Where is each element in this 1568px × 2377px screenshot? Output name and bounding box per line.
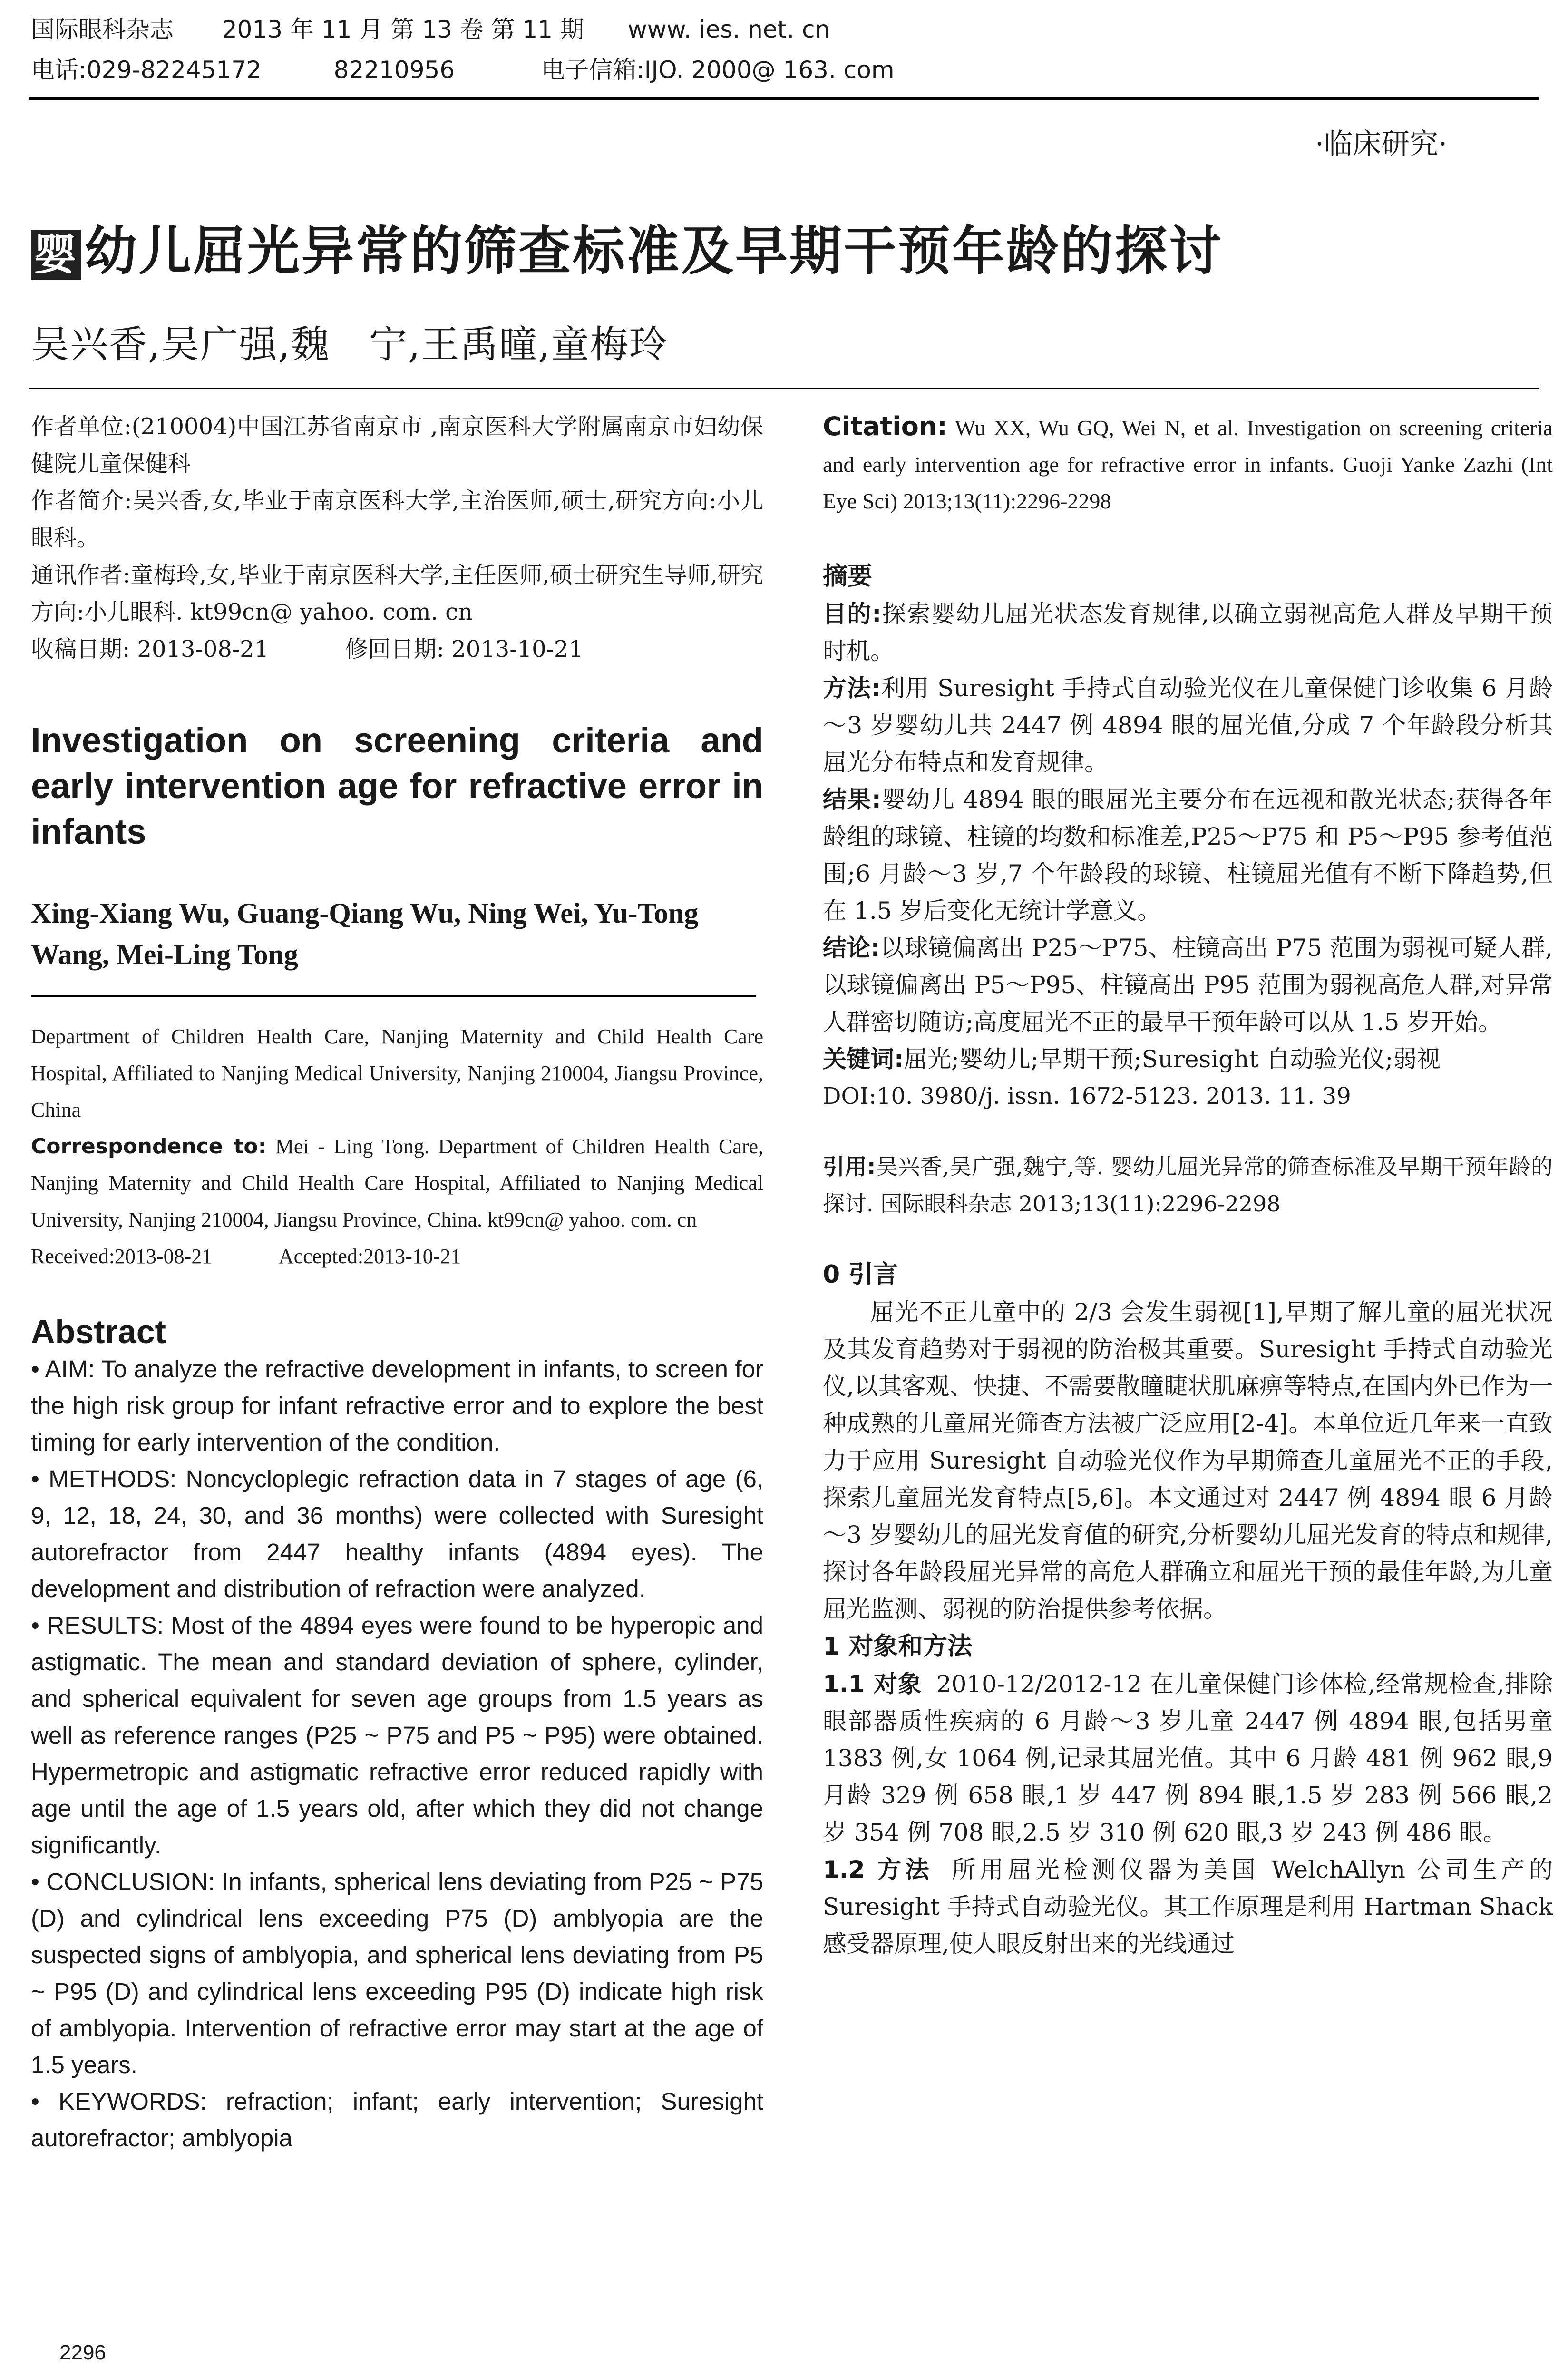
intro-heading: 0 引言 xyxy=(823,1260,898,1289)
results-cn-text: 婴幼儿 4894 眼的眼屈光主要分布在远视和散光状态;获得各年龄组的球镜、柱镜的均数和标准差,P25～P75 和 P5～P95 参考值范围;6 月龄～3 岁,7 个年龄段的球镜、柱镜屈光值有不断下降趋势,但在 1.5 岁后变化无统计学意义。 xyxy=(823,786,1553,925)
received-date-en: Received:2013-08-21 xyxy=(31,1245,213,1268)
methods-cn-label: 方法: xyxy=(823,674,881,702)
method-label: 1.2 方法 xyxy=(823,1856,934,1883)
title-first-char-icon: 婴 xyxy=(31,230,81,280)
dates-en xyxy=(31,1238,763,1275)
email: 电子信箱:IJO. 2000@ 163. com xyxy=(541,56,895,84)
department-en: Department of Children Health Care, Nanjing Maternity and Child Health Care Hospital, Affiliated to Nanjing Medical University, Nanjing 210004, Jiangsu Province, China xyxy=(31,1025,763,1121)
method-text: 所用屈光检测仪器为美国 WelchAllyn 公司生产的 Suresight 手持式自动验光仪。其工作原理是利用 Hartman Shack 感受器原理,使人眼反射出来的光线通过 xyxy=(823,1856,1553,1958)
right-column xyxy=(823,408,1553,1962)
methods-heading: 1 对象和方法 xyxy=(823,1632,973,1661)
abstract-methods: • METHODS: Noncycloplegic refraction data in 7 stages of age (6, 9, 12, 18, 24, 30, and 36 months) were collected with Suresight autorefractor from 2447 healthy infants (4894 eyes). The development and distribution of refraction were analyzed. xyxy=(31,1465,763,1602)
title-rule xyxy=(29,388,1539,389)
header-rule xyxy=(29,97,1539,100)
abstract-conclusion: • CONCLUSION: In infants, spherical lens deviating from P25 ~ P75 (D) and cylindrical lens exceeding P75 (D) amblyopia are the suspected signs of amblyopia, and spherical lens deviating from P5 ~ P95 (D) and cylindrical lens exceeding P95 (D) indicate high risk of amblyopia. Intervention of refractive error may start at the age of 1.5 years. xyxy=(31,1868,763,2078)
doi: DOI:10. 3980/j. issn. 1672-5123. 2013. 11. 39 xyxy=(823,1083,1351,1110)
subjects-label: 1.1 对象 xyxy=(823,1670,922,1698)
affiliation-cn: 作者单位:(210004)中国江苏省南京市 ,南京医科大学附属南京市妇幼保健院儿童保健科 xyxy=(31,413,763,477)
subjects-paragraph xyxy=(823,1666,1553,1851)
section-tag: ·临床研究· xyxy=(1315,127,1448,161)
keywords-cn xyxy=(823,1041,1553,1078)
dates-cn xyxy=(31,631,763,668)
conclusion-cn xyxy=(823,929,1553,1041)
methods-cn xyxy=(823,670,1553,781)
left-column xyxy=(31,408,763,2156)
correspondence-en xyxy=(31,1128,763,1238)
cite-cn-label: 引用: xyxy=(823,1154,876,1179)
abstract-cn-heading: 摘要 xyxy=(823,562,873,591)
page-number: 2296 xyxy=(59,2341,106,2364)
citation-text: Wu XX, Wu GQ, Wei N, et al. Investigation on screening criteria and early intervention age for refractive error in infants. Guoji Yanke Zazhi (Int Eye Sci) 2013;13(11):2296-2298 xyxy=(823,416,1553,513)
header-contact-line xyxy=(31,51,895,89)
aim-cn-text: 探索婴幼儿屈光状态发育规律,以确立弱视高危人群及早期干预时机。 xyxy=(823,600,1553,665)
abstract-heading: Abstract xyxy=(31,1313,166,1350)
page-title xyxy=(31,209,1223,284)
results-cn xyxy=(823,781,1553,929)
author-bio-cn: 作者简介:吴兴香,女,毕业于南京医科大学,主治医师,硕士,研究方向:小儿眼科。 xyxy=(31,487,763,551)
header-journal-line xyxy=(31,10,830,49)
conclusion-cn-text: 以球镜偏离出 P25～P75、柱镜高出 P75 范围为弱视可疑人群,以球镜偏离出 P5～P95、柱镜高出 P95 范围为弱视高危人群,对异常人群密切随访;高度屈光不正的最早干预年龄可以从 1.5 岁开始。 xyxy=(823,934,1553,1036)
method-paragraph xyxy=(823,1851,1553,1962)
results-cn-label: 结果: xyxy=(823,786,881,813)
authors-cn: 吴兴香,吴广强,魏 宁,王禹曈,童梅玲 xyxy=(31,322,668,367)
cite-cn-text: 吴兴香,吴广强,魏宁,等. 婴幼儿屈光异常的筛查标准及早期干预年龄的探讨. 国际眼科杂志 2013;13(11):2296-2298 xyxy=(823,1154,1553,1217)
revised-date-cn: 修回日期: 2013-10-21 xyxy=(345,636,583,662)
abstract-keywords: • KEYWORDS: refraction; infant; early intervention; Suresight autorefractor; amblyopia xyxy=(31,2088,763,2152)
abstract-aim: • AIM: To analyze the refractive development in infants, to screen for the high risk group for infant refractive error and to explore the best timing for early intervention of the condition. xyxy=(31,1355,763,1456)
conclusion-cn-label: 结论: xyxy=(823,934,880,962)
aim-cn-label: 目的: xyxy=(823,600,882,628)
methods-cn-text: 利用 Suresight 手持式自动验光仪在儿童保健门诊收集 6 月龄～3 岁婴幼儿共 2447 例 4894 眼的屈光值,分成 7 个年龄段分析其屈光分布特点和发育规律。 xyxy=(823,674,1553,776)
correspondence-text: Mei - Ling Tong. Department of Children Health Care, Nanjing Maternity and Child Health Care Hospital, Affiliated to Nanjing Medical University, Nanjing 210004, Jiangsu Province, China. kt99cn@ yahoo. com. cn xyxy=(31,1135,763,1231)
cite-cn xyxy=(823,1148,1553,1222)
subjects-text: 2010-12/2012-12 在儿童保健门诊体检,经常规检查,排除眼部器质性疾病的 6 月龄～3 岁儿童 2447 例 4894 眼,包括男童 1383 例,女 1064 例,记录其屈光值。其中 6 月龄 481 例 962 眼,9 月龄 329 例 658 眼,1 岁 447 例 894 眼,1.5 岁 283 例 566 眼,2 岁 354 例 708 眼,2.5 岁 310 例 620 眼,3 岁 243 例 486 眼。 xyxy=(823,1670,1553,1846)
corresponding-cn: 通讯作者:童梅玲,女,毕业于南京医科大学,主任医师,硕士研究生导师,研究方向:小儿眼科. kt99cn@ yahoo. com. cn xyxy=(31,562,763,625)
issue-info: 2013 年 11 月 第 13 卷 第 11 期 xyxy=(222,16,584,43)
phone: 电话:029-82245172 xyxy=(31,56,262,84)
abstract-results: • RESULTS: Most of the 4894 eyes were found to be hyperopic and astigmatic. The mean and standard deviation of sphere, cylinder, and spherical equivalent for seven age groups from 1.5 years as well as reference ranges (P25 ~ P75 and P5 ~ P95) were obtained. Hypermetropic and astigmatic refractive error reduced rapidly with age until the age of 1.5 years old, after which they did not change significantly. xyxy=(31,1612,763,1859)
phone2: 82210956 xyxy=(333,56,455,84)
correspondence-label: Correspondence to: xyxy=(31,1134,267,1159)
english-title: Investigation on screening criteria and early intervention age for refractive error in infants xyxy=(31,721,763,851)
citation-en xyxy=(823,408,1553,519)
keywords-cn-text: 屈光;婴幼儿;早期干预;Suresight 自动验光仪;弱视 xyxy=(904,1045,1441,1073)
english-authors: Xing-Xiang Wu, Guang-Qiang Wu, Ning Wei, Yu-Tong Wang, Mei-Ling Tong xyxy=(31,897,699,970)
intro-paragraph: 屈光不正儿童中的 2/3 会发生弱视[1],早期了解儿童的屈光状况及其发育趋势对于弱视的防治极其重要。Suresight 手持式自动验光仪,以其客观、快捷、不需要散瞳睫状肌麻痹等特点,在国内外已作为一种成熟的儿童屈光筛查方法被广泛应用[2-4]。本单位近几年来一直致力于应用 Suresight 自动验光仪作为早期筛查儿童屈光不正的手段,探索儿童屈光发育特点[5,6]。本文通过对 2447 例 4894 眼 6 月龄～3 岁婴幼儿的屈光发育值的研究,分析婴幼儿屈光发育的特点和规律,探讨各年龄段屈光异常的高危人群确立和屈光干预的最佳年龄,为儿童屈光监测、弱视的防治提供参考依据。 xyxy=(823,1298,1553,1623)
website: www. ies. net. cn xyxy=(627,16,830,43)
keywords-cn-label: 关键词: xyxy=(823,1045,904,1073)
journal-name: 国际眼科杂志 xyxy=(31,16,174,43)
citation-label: Citation: xyxy=(823,411,947,441)
aim-cn xyxy=(823,595,1553,670)
accepted-date-en: Accepted:2013-10-21 xyxy=(278,1245,461,1268)
title-text: 幼儿屈光异常的筛查标准及早期干预年龄的探讨 xyxy=(85,221,1223,282)
received-date-cn: 收稿日期: 2013-08-21 xyxy=(31,636,269,662)
